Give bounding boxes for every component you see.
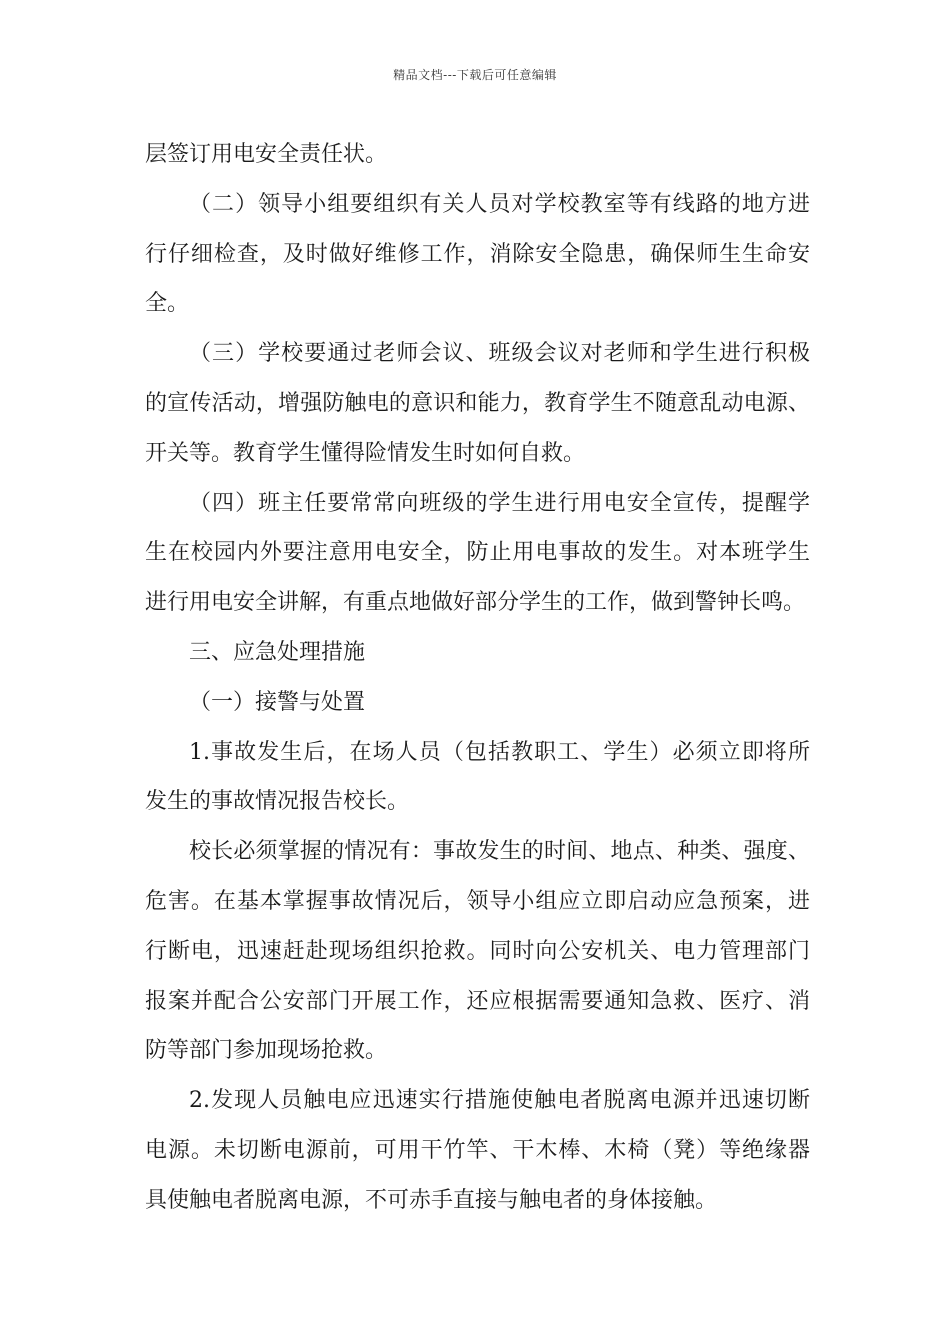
- text-line: 电源。未切断电源前，可用干竹竿、干木棒、木椅（凳）等绝缘器: [145, 1137, 810, 1163]
- text-line: 行断电，迅速赶赴现场组织抢救。同时向公安机关、电力管理部门: [145, 938, 810, 964]
- paragraph-start-line: 校长必须掌握的情况有：事故发生的时间、地点、种类、强度、: [189, 839, 810, 865]
- text-line: 行仔细检查，及时做好维修工作，消除安全隐患，确保师生生命安: [145, 241, 810, 267]
- page-header: 精品文档---下载后可任意编辑: [393, 68, 557, 82]
- text-line: 进行用电安全讲解，有重点地做好部分学生的工作，做到警钟长鸣。: [145, 590, 806, 616]
- paragraph-start-line: 2.发现人员触电应迅速实行措施使触电者脱离电源并迅速切断: [189, 1088, 810, 1114]
- paragraph-start-line: （四）班主任要常常向班级的学生进行用电安全宣传，提醒学: [189, 490, 810, 516]
- text-line: 生在校园内外要注意用电安全，防止用电事故的发生。对本班学生: [145, 540, 810, 566]
- document-body: [145, 130, 810, 1226]
- subsection-heading: （一）接警与处置: [189, 689, 366, 715]
- paragraph-start-line: （三）学校要通过老师会议、班级会议对老师和学生进行积极: [189, 341, 810, 367]
- paragraph-start-line: （二）领导小组要组织有关人员对学校教室等有线路的地方进: [189, 191, 810, 217]
- text-line: 报案并配合公安部门开展工作，还应根据需要通知急救、医疗、消: [145, 988, 810, 1014]
- text-line: 开关等。教育学生懂得险情发生时如何自救。: [145, 440, 586, 466]
- text-line: 全。: [145, 291, 190, 317]
- text-line: 具使触电者脱离电源，不可赤手直接与触电者的身体接触。: [145, 1187, 718, 1213]
- text-line: 防等部门参加现场抢救。: [145, 1038, 388, 1064]
- text-line: 的宣传活动，增强防触电的意识和能力，教育学生不随意乱动电源、: [145, 390, 810, 416]
- text-line: 危害。在基本掌握事故情况后，领导小组应立即启动应急预案，进: [145, 888, 810, 914]
- text-line: 层签订用电安全责任状。: [145, 142, 388, 167]
- section-heading: 三、应急处理措施: [189, 639, 366, 665]
- text-line: 发生的事故情况报告校长。: [145, 789, 410, 815]
- paragraph-start-line: 1.事故发生后，在场人员（包括教职工、学生）必须立即将所: [189, 739, 810, 765]
